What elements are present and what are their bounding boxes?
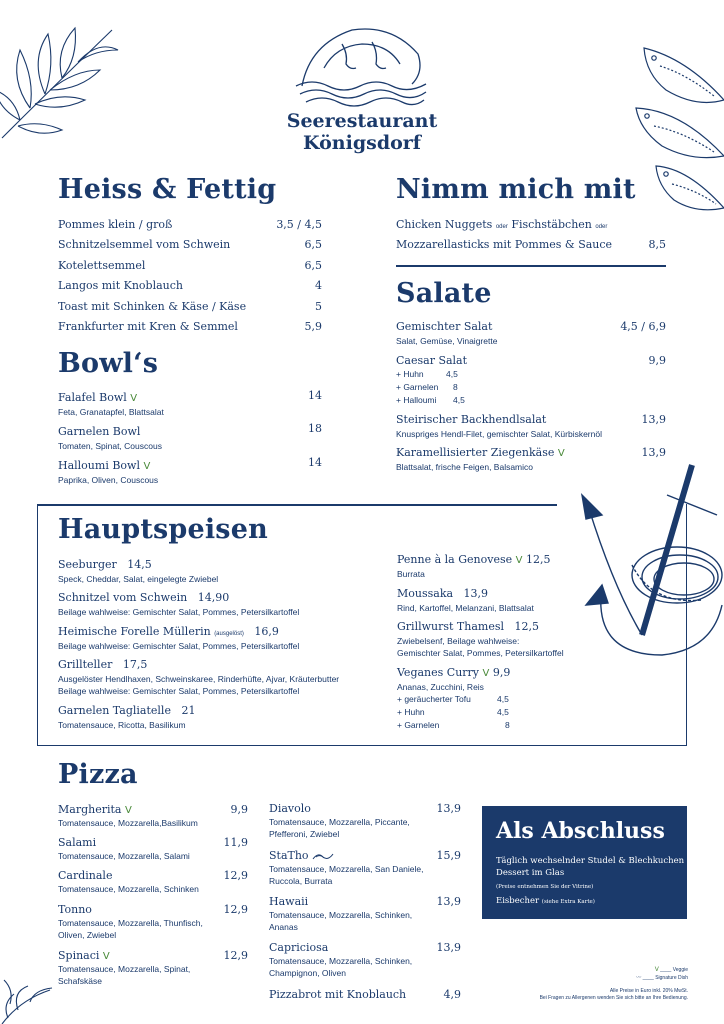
item-fischstaebchen: Fischstäbchen xyxy=(511,218,592,231)
list-item-name: Frankfurter mit Kren & Semmel xyxy=(58,320,238,333)
restaurant-logo-icon xyxy=(292,24,432,108)
brand-name-line2: Königsdorf xyxy=(303,132,421,154)
list-item-name: Caesar Salat xyxy=(396,354,468,367)
list-item-name: Gemischter Salat xyxy=(396,320,493,333)
list-item-price: 5 xyxy=(315,300,322,313)
list-item xyxy=(397,553,550,566)
veggie-icon: V xyxy=(102,951,110,962)
abschluss-line1: Täglich wechselnder Studel & Blechkuchen xyxy=(496,856,685,866)
list-item-price: 12,9 xyxy=(223,903,248,916)
list-item xyxy=(58,391,137,404)
section-title-heiss: Heiss & Fettig xyxy=(58,174,277,205)
list-item-price: 4,5 / 6,9 xyxy=(620,320,666,333)
list-item-desc: Blattsalat, frische Feigen, Balsamico xyxy=(396,462,534,472)
list-item-desc: Beilage wahlweise: Gemischter Salat, Pommes, Petersilkartoffel xyxy=(58,686,300,696)
list-item-desc: Tomatensauce, Mozzarella, Schinken, xyxy=(269,956,413,966)
veggie-icon: V xyxy=(557,448,565,459)
list-item xyxy=(397,587,488,600)
list-item-desc: Beilage wahlweise: Gemischter Salat, Pommes, Petersilkartoffel xyxy=(58,607,300,617)
list-item-price: 12,5 xyxy=(514,620,540,633)
list-item-name: Garnelen Tagliatelle xyxy=(58,704,171,717)
signature-dish-icon: 〰 xyxy=(636,975,642,981)
list-item-name: Tonno xyxy=(58,903,92,916)
list-item-price: 8,5 xyxy=(648,238,666,251)
abschluss-line3: (Preise entnehmen Sie der Vitrine) xyxy=(496,884,594,890)
eisbecher-note: (siehe Extra Karte) xyxy=(541,899,595,905)
list-item-desc: Tomatensauce, Mozzarella, Salami xyxy=(58,851,190,861)
abschluss-title: Als Abschluss xyxy=(496,818,665,844)
list-item-name: Grillwurst Thamesl xyxy=(397,620,505,633)
list-item-desc: Schafskäse xyxy=(58,976,102,986)
legend-veggie: V ____ Veggie xyxy=(654,966,688,973)
list-item-price: 9,9 xyxy=(230,803,248,816)
list-item-price: 14 xyxy=(308,389,322,402)
list-item-desc: Pfefferoni, Zwiebel xyxy=(269,829,340,839)
addon-price: 8 xyxy=(505,720,510,730)
addon-label: + Garnelen xyxy=(397,720,440,730)
list-item-price: 18 xyxy=(308,422,322,435)
list-item-desc: Tomatensauce, Mozzarella,Basilikum xyxy=(58,818,198,828)
section-title-nimm: Nimm mich mit xyxy=(396,174,636,205)
addon-label: + Garnelen xyxy=(396,382,439,392)
list-item-desc: Rind, Kartoffel, Melanzani, Blattsalat xyxy=(397,603,534,613)
legend-veggie-label: Veggie xyxy=(672,967,688,973)
list-item-price: 12,9 xyxy=(223,949,248,962)
list-item xyxy=(396,446,565,459)
list-item-desc: Gemischter Salat, Pommes, Petersilkartoffel xyxy=(397,648,564,658)
veggie-icon: V xyxy=(124,805,132,816)
list-item-price: 13,9 xyxy=(463,587,489,600)
list-item-name: Schnitzel vom Schwein xyxy=(58,591,188,604)
list-item-desc: Burrata xyxy=(397,569,425,579)
oder-label: oder xyxy=(595,224,608,230)
list-item-price: 13,9 xyxy=(641,413,666,426)
section-title-haupt: Hauptspeisen xyxy=(58,514,268,545)
eisbecher-label: Eisbecher xyxy=(496,896,540,906)
list-item-name: Mozzarellasticks mit Pommes & Sauce xyxy=(396,238,613,251)
list-item-price: 13,9 xyxy=(436,895,461,908)
legend-signature-label: Signature Dish xyxy=(655,975,688,981)
list-item-name: Cardinale xyxy=(58,869,113,882)
list-item xyxy=(269,849,334,862)
list-item-price: 21 xyxy=(181,704,196,717)
list-item-price: 13,9 xyxy=(436,941,461,954)
section-title-pizza: Pizza xyxy=(58,759,138,790)
list-item xyxy=(58,803,132,816)
list-item-name: Diavolo xyxy=(269,802,311,815)
addon-label: + geräucherter Tofu xyxy=(397,694,471,704)
list-item xyxy=(397,620,539,633)
veggie-icon: V xyxy=(654,966,659,973)
list-item-name: Steirischer Backhendlsalat xyxy=(396,413,547,426)
list-item-desc: Ausgelöster Hendlhaxen, Schweinskaree, Rinderhüfte, Ajvar, Kräuterbutter xyxy=(58,674,340,684)
addon-price: 4,5 xyxy=(453,395,465,405)
list-item-name: Penne à la Genovese xyxy=(397,553,513,566)
list-item-desc: Feta, Granatapfel, Blattsalat xyxy=(58,407,164,417)
addon-price: 4,5 xyxy=(497,694,509,704)
list-item-name: StaTho xyxy=(269,849,309,862)
list-item-name: Salami xyxy=(58,836,97,849)
list-item-desc: Tomatensauce, Mozzarella, Thunfisch, xyxy=(58,918,203,928)
list-item-price: 3,5 / 4,5 xyxy=(276,218,322,231)
list-item-desc: Champignon, Oliven xyxy=(269,968,347,978)
signature-dish-icon xyxy=(312,851,334,861)
divider xyxy=(396,265,666,267)
list-item-price: 14 xyxy=(308,456,322,469)
list-item xyxy=(58,459,150,472)
list-item-price: 4,9 xyxy=(443,988,461,1001)
legend-signature: 〰 ____ Signature Dish xyxy=(636,975,688,981)
list-item-name: Grillteller xyxy=(58,658,113,671)
list-item-name: Heimische Forelle Müllerin xyxy=(58,625,211,638)
list-item-name: Seeburger xyxy=(58,558,117,571)
list-item-desc: Paprika, Oliven, Couscous xyxy=(58,475,159,485)
section-title-bowls: Bowl‘s xyxy=(58,348,159,379)
list-item-price: 9,9 xyxy=(648,354,666,367)
list-item-desc: Salat, Gemüse, Vinaigrette xyxy=(396,336,498,346)
list-item-price: 14,90 xyxy=(197,591,230,604)
list-item-note: (ausgelöst) xyxy=(214,631,244,637)
list-item xyxy=(58,658,147,671)
list-item-price: 4 xyxy=(315,279,322,292)
oder-label: oder xyxy=(495,224,508,230)
list-item-desc: Tomatensauce, Mozzarella, Schinken xyxy=(58,884,199,894)
list-item-name: Halloumi Bowl xyxy=(58,459,140,472)
list-item-desc: Ananas, Zucchini, Reis xyxy=(397,682,484,692)
list-item-name: Garnelen Bowl xyxy=(58,425,141,438)
addon-label: + Huhn xyxy=(396,369,424,379)
abschluss-line2: Dessert im Glas xyxy=(496,868,565,878)
section-title-salate: Salate xyxy=(396,278,492,309)
list-item-name: Falafel Bowl xyxy=(58,391,127,404)
list-item-desc: Tomatensauce, Mozzarella, Schinken, xyxy=(269,910,413,920)
veggie-icon: V xyxy=(130,393,138,404)
list-item-name: Spinaci xyxy=(58,949,100,962)
footer-note-2: Bei Fragen zu Allergenen wenden Sie sich bitte an Ihre Bedienung. xyxy=(539,995,688,1001)
list-item-name: Hawaii xyxy=(269,895,309,908)
list-item-name: Pizzabrot mit Knoblauch xyxy=(269,988,407,1001)
list-item xyxy=(58,558,152,571)
list-item-desc: Tomatensauce, Ricotta, Basilikum xyxy=(58,720,186,730)
list-item-name: Capriciosa xyxy=(269,941,329,954)
list-item-name: Moussaka xyxy=(397,587,454,600)
addon-price: 8 xyxy=(453,382,458,392)
list-item-price: 14,5 xyxy=(127,558,152,571)
list-item-desc: Tomatensauce, Mozzarella, Piccante, xyxy=(269,817,410,827)
list-item-price: 13,9 xyxy=(641,446,666,459)
list-item xyxy=(58,591,229,604)
list-item-name: Margherita xyxy=(58,803,122,816)
list-item-name: Kotelettsemmel xyxy=(58,259,146,272)
list-item-name: Pommes klein / groß xyxy=(58,218,173,231)
list-item-desc: Oliven, Zwiebel xyxy=(58,930,117,940)
list-item-price: 13,9 xyxy=(436,802,461,815)
list-item-price: 5,9 xyxy=(304,320,322,333)
abschluss-line4 xyxy=(496,896,595,906)
list-item-price: 9,9 xyxy=(492,666,511,679)
list-item-name: Veganes Curry xyxy=(397,666,480,679)
list-item-desc: Ananas xyxy=(269,922,298,932)
list-item-name: Toast mit Schinken & Käse / Käse xyxy=(58,300,247,313)
veggie-icon: V xyxy=(482,668,490,679)
addon-price: 4,5 xyxy=(446,369,458,379)
hauptspeisen-box-top-left xyxy=(37,504,557,506)
veggie-icon: V xyxy=(515,555,523,566)
brand-name-line1: Seerestaurant xyxy=(286,110,438,132)
veggie-icon: V xyxy=(143,461,151,472)
addon-price: 4,5 xyxy=(497,707,509,717)
fish-illustration xyxy=(626,38,724,223)
seaweed-illustration xyxy=(0,960,60,1024)
list-item-price: 12,9 xyxy=(223,869,248,882)
list-item-name: Karamellisierter Ziegenkäse xyxy=(396,446,555,459)
footer-note-1: Alle Preise in Euro inkl. 20% MwSt. xyxy=(609,988,688,994)
list-item-desc: Tomatensauce, Mozzarella, Spinat, xyxy=(58,964,191,974)
list-item xyxy=(58,704,195,717)
list-item-desc: Tomatensauce, Mozzarella, San Daniele, xyxy=(269,864,424,874)
list-item-price: 17,5 xyxy=(122,658,148,671)
herb-branch-illustration xyxy=(0,20,120,140)
list-item-price: 6,5 xyxy=(304,259,322,272)
list-item-nimm-line1 xyxy=(396,218,607,231)
list-item-desc: Beilage wahlweise: Gemischter Salat, Pommes, Petersilkartoffel xyxy=(58,641,300,651)
list-item-price: 16,9 xyxy=(254,625,279,638)
addon-label: + Huhn xyxy=(397,707,425,717)
list-item xyxy=(58,625,279,638)
list-item-name: Schnitzelsemmel vom Schwein xyxy=(58,238,231,251)
list-item-name: Langos mit Knoblauch xyxy=(58,279,183,292)
list-item-desc: Tomaten, Spinat, Couscous xyxy=(58,441,162,451)
list-item-price: 12,5 xyxy=(525,553,551,566)
list-item-price: 6,5 xyxy=(304,238,322,251)
list-item xyxy=(397,666,510,679)
addon-label: + Halloumi xyxy=(396,395,437,405)
list-item-desc: Zwiebelsenf, Beilage wahlweise: xyxy=(397,636,520,646)
list-item-desc: Knuspriges Hendl-Filet, gemischter Salat, Kürbiskernöl xyxy=(396,429,602,439)
list-item-price: 11,9 xyxy=(223,836,248,849)
list-item xyxy=(58,949,110,962)
item-chicken-nuggets: Chicken Nuggets xyxy=(396,218,493,231)
list-item-desc: Ruccola, Burrata xyxy=(269,876,333,886)
list-item-price: 15,9 xyxy=(436,849,461,862)
list-item-desc: Speck, Cheddar, Salat, eingelegte Zwiebel xyxy=(58,574,219,584)
